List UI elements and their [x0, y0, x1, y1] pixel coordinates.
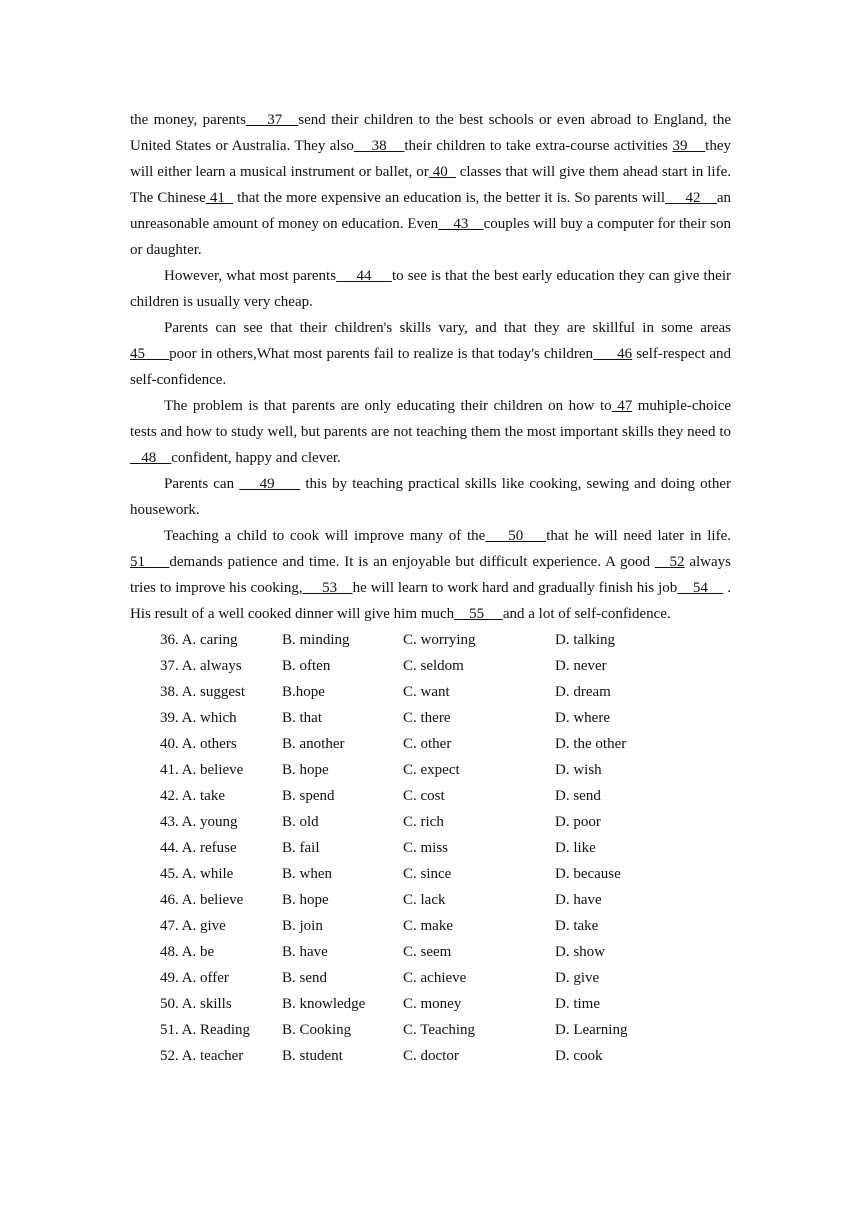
document-page	[130, 107, 731, 1069]
text-span: self-respect and self-confidence.	[130, 346, 732, 388]
option-b: B.hope	[282, 684, 325, 700]
question-42-options	[160, 783, 731, 809]
text-span: they will either learn a musical instrument or ballet, or	[130, 138, 731, 180]
option-d: D. poor	[555, 814, 601, 830]
option-d: D. cook	[555, 1048, 603, 1064]
text-span: The problem is that parents are only educating their children on how to	[164, 398, 612, 414]
paragraph-4	[130, 393, 731, 471]
blank-44: 44	[336, 268, 392, 284]
option-a: 51. A. Reading	[160, 1022, 250, 1038]
text-span: and a lot of self-confidence.	[502, 606, 671, 622]
blank-51: 51	[130, 554, 170, 570]
option-d: D. dream	[555, 684, 611, 700]
option-c: C. Teaching	[403, 1022, 475, 1038]
text-span: that he will need later in life.	[546, 528, 732, 544]
paragraph-2	[130, 263, 731, 315]
text-span: the money, parents	[130, 112, 246, 128]
text-span: their children to take extra-course activities	[404, 138, 673, 154]
question-51-options	[160, 1017, 731, 1043]
blank-50: 50	[485, 528, 547, 544]
option-d: D. where	[555, 710, 610, 726]
text-span: poor in others,What most parents fail to realize is that today's children	[169, 346, 594, 362]
text-span: an unreasonable amount of money on education. Even	[130, 190, 732, 232]
options-list	[130, 627, 731, 1069]
text-span: Parents can see that their children's skills vary, and that they are skillful in some areas	[164, 320, 731, 336]
option-b: B. student	[282, 1048, 343, 1064]
option-d: D. show	[555, 944, 606, 960]
blank-43: 43	[438, 216, 484, 232]
text-span: . His result of a well cooked dinner will give him much	[130, 580, 732, 622]
option-b: B. another	[282, 736, 345, 752]
option-b: B. that	[282, 710, 322, 726]
option-a: 42. A. take	[160, 788, 225, 804]
option-c: C. lack	[403, 892, 446, 908]
option-b: B. when	[282, 866, 332, 882]
question-45-options	[160, 861, 731, 887]
option-a: 45. A. while	[160, 866, 234, 882]
option-a: 38. A. suggest	[160, 684, 246, 700]
option-a: 47. A. give	[160, 918, 226, 934]
text-span: always tries to improve his cooking,	[130, 554, 731, 596]
blank-48: 48	[130, 450, 172, 466]
text-span: confident, happy and clever.	[171, 450, 341, 466]
text-span: classes that will give them ahead start in life. The Chinese	[130, 164, 732, 206]
blank-53: 53	[302, 580, 353, 596]
option-c: C. there	[403, 710, 451, 726]
blank-54: 54	[677, 580, 724, 596]
blank-52: 52	[654, 554, 685, 570]
option-b: B. minding	[282, 632, 350, 648]
text-span: couples will buy a computer for their son or daughter.	[130, 216, 731, 258]
blank-40: 40	[428, 164, 456, 180]
option-b: B. spend	[282, 788, 335, 804]
option-a: 39. A. which	[160, 710, 237, 726]
blank-46: 46	[593, 346, 633, 362]
blank-55: 55	[454, 606, 503, 622]
question-43-options	[160, 809, 731, 835]
paragraph-6	[130, 523, 731, 627]
option-a: 43. A. young	[160, 814, 238, 830]
option-b: B. old	[282, 814, 319, 830]
option-c: C. make	[403, 918, 453, 934]
option-c: C. money	[403, 996, 462, 1012]
option-c: C. worrying	[403, 632, 476, 648]
paragraph-3	[130, 315, 731, 393]
blank-41: 41	[205, 190, 233, 206]
option-d: D. have	[555, 892, 602, 908]
text-span: that the more expensive an education is, the better it is. So parents will	[233, 190, 666, 206]
question-50-options	[160, 991, 731, 1017]
option-b: B. hope	[282, 892, 329, 908]
blank-49: 49	[239, 476, 301, 492]
question-47-options	[160, 913, 731, 939]
option-d: D. wish	[555, 762, 602, 778]
option-b: B. have	[282, 944, 328, 960]
question-46-options	[160, 887, 731, 913]
option-c: C. other	[403, 736, 452, 752]
option-a: 48. A. be	[160, 944, 215, 960]
option-a: 49. A. offer	[160, 970, 229, 986]
option-c: C. expect	[403, 762, 460, 778]
option-a: 46. A. believe	[160, 892, 244, 908]
option-d: D. take	[555, 918, 599, 934]
option-b: B. join	[282, 918, 323, 934]
option-c: C. since	[403, 866, 452, 882]
text-span: Teaching a child to cook will improve many of the	[164, 528, 486, 544]
text-span: to see is that the best early education they can give their children is usually very cheap.	[130, 268, 731, 310]
question-44-options	[160, 835, 731, 861]
question-36-options	[160, 627, 731, 653]
option-d: D. Learning	[555, 1022, 628, 1038]
option-c: C. rich	[403, 814, 444, 830]
blank-42: 42	[665, 190, 717, 206]
question-39-options	[160, 705, 731, 731]
option-c: C. cost	[403, 788, 445, 804]
question-48-options	[160, 939, 731, 965]
text-span: However, what most parents	[164, 268, 337, 284]
option-d: D. because	[555, 866, 621, 882]
question-37-options	[160, 653, 731, 679]
option-b: B. send	[282, 970, 327, 986]
option-c: C. want	[403, 684, 450, 700]
option-d: D. talking	[555, 632, 615, 648]
option-a: 37. A. always	[160, 658, 242, 674]
option-d: D. like	[555, 840, 596, 856]
option-d: D. time	[555, 996, 600, 1012]
blank-39: 39	[672, 138, 706, 154]
option-d: D. send	[555, 788, 601, 804]
text-span: send their children to the best schools or even abroad to England, the United States or Australia. They also	[130, 112, 731, 154]
option-b: B. fail	[282, 840, 320, 856]
option-b: B. often	[282, 658, 331, 674]
option-c: C. doctor	[403, 1048, 459, 1064]
option-a: 50. A. skills	[160, 996, 232, 1012]
text-span: he will learn to work hard and gradually finish his job	[352, 580, 678, 596]
question-41-options	[160, 757, 731, 783]
question-40-options	[160, 731, 731, 757]
option-a: 36. A. caring	[160, 632, 238, 648]
question-52-options	[160, 1043, 731, 1069]
paragraph-1	[130, 107, 731, 263]
option-d: D. never	[555, 658, 607, 674]
text-span: this by teaching practical skills like cooking, sewing and doing other housework.	[130, 476, 731, 518]
option-d: D. give	[555, 970, 600, 986]
option-b: B. hope	[282, 762, 329, 778]
blank-37: 37	[245, 112, 299, 128]
question-49-options	[160, 965, 731, 991]
question-38-options	[160, 679, 731, 705]
option-a: 41. A. believe	[160, 762, 244, 778]
option-c: C. seldom	[403, 658, 464, 674]
option-a: 52. A. teacher	[160, 1048, 244, 1064]
option-a: 40. A. others	[160, 736, 237, 752]
option-b: B. knowledge	[282, 996, 366, 1012]
paragraph-5	[130, 471, 731, 523]
option-b: B. Cooking	[282, 1022, 352, 1038]
option-c: C. achieve	[403, 970, 467, 986]
blank-47: 47	[611, 398, 633, 414]
option-a: 44. A. refuse	[160, 840, 237, 856]
text-span: demands patience and time. It is an enjoyable but difficult experience. A good	[169, 554, 655, 570]
blank-38: 38	[353, 138, 405, 154]
text-span: muhiple-choice tests and how to study well, but parents are not teaching them the most important skills they need to	[130, 398, 732, 440]
option-d: D. the other	[555, 736, 627, 752]
blank-45: 45	[130, 346, 170, 362]
option-c: C. seem	[403, 944, 452, 960]
option-c: C. miss	[403, 840, 449, 856]
text-span: Parents can	[164, 476, 240, 492]
